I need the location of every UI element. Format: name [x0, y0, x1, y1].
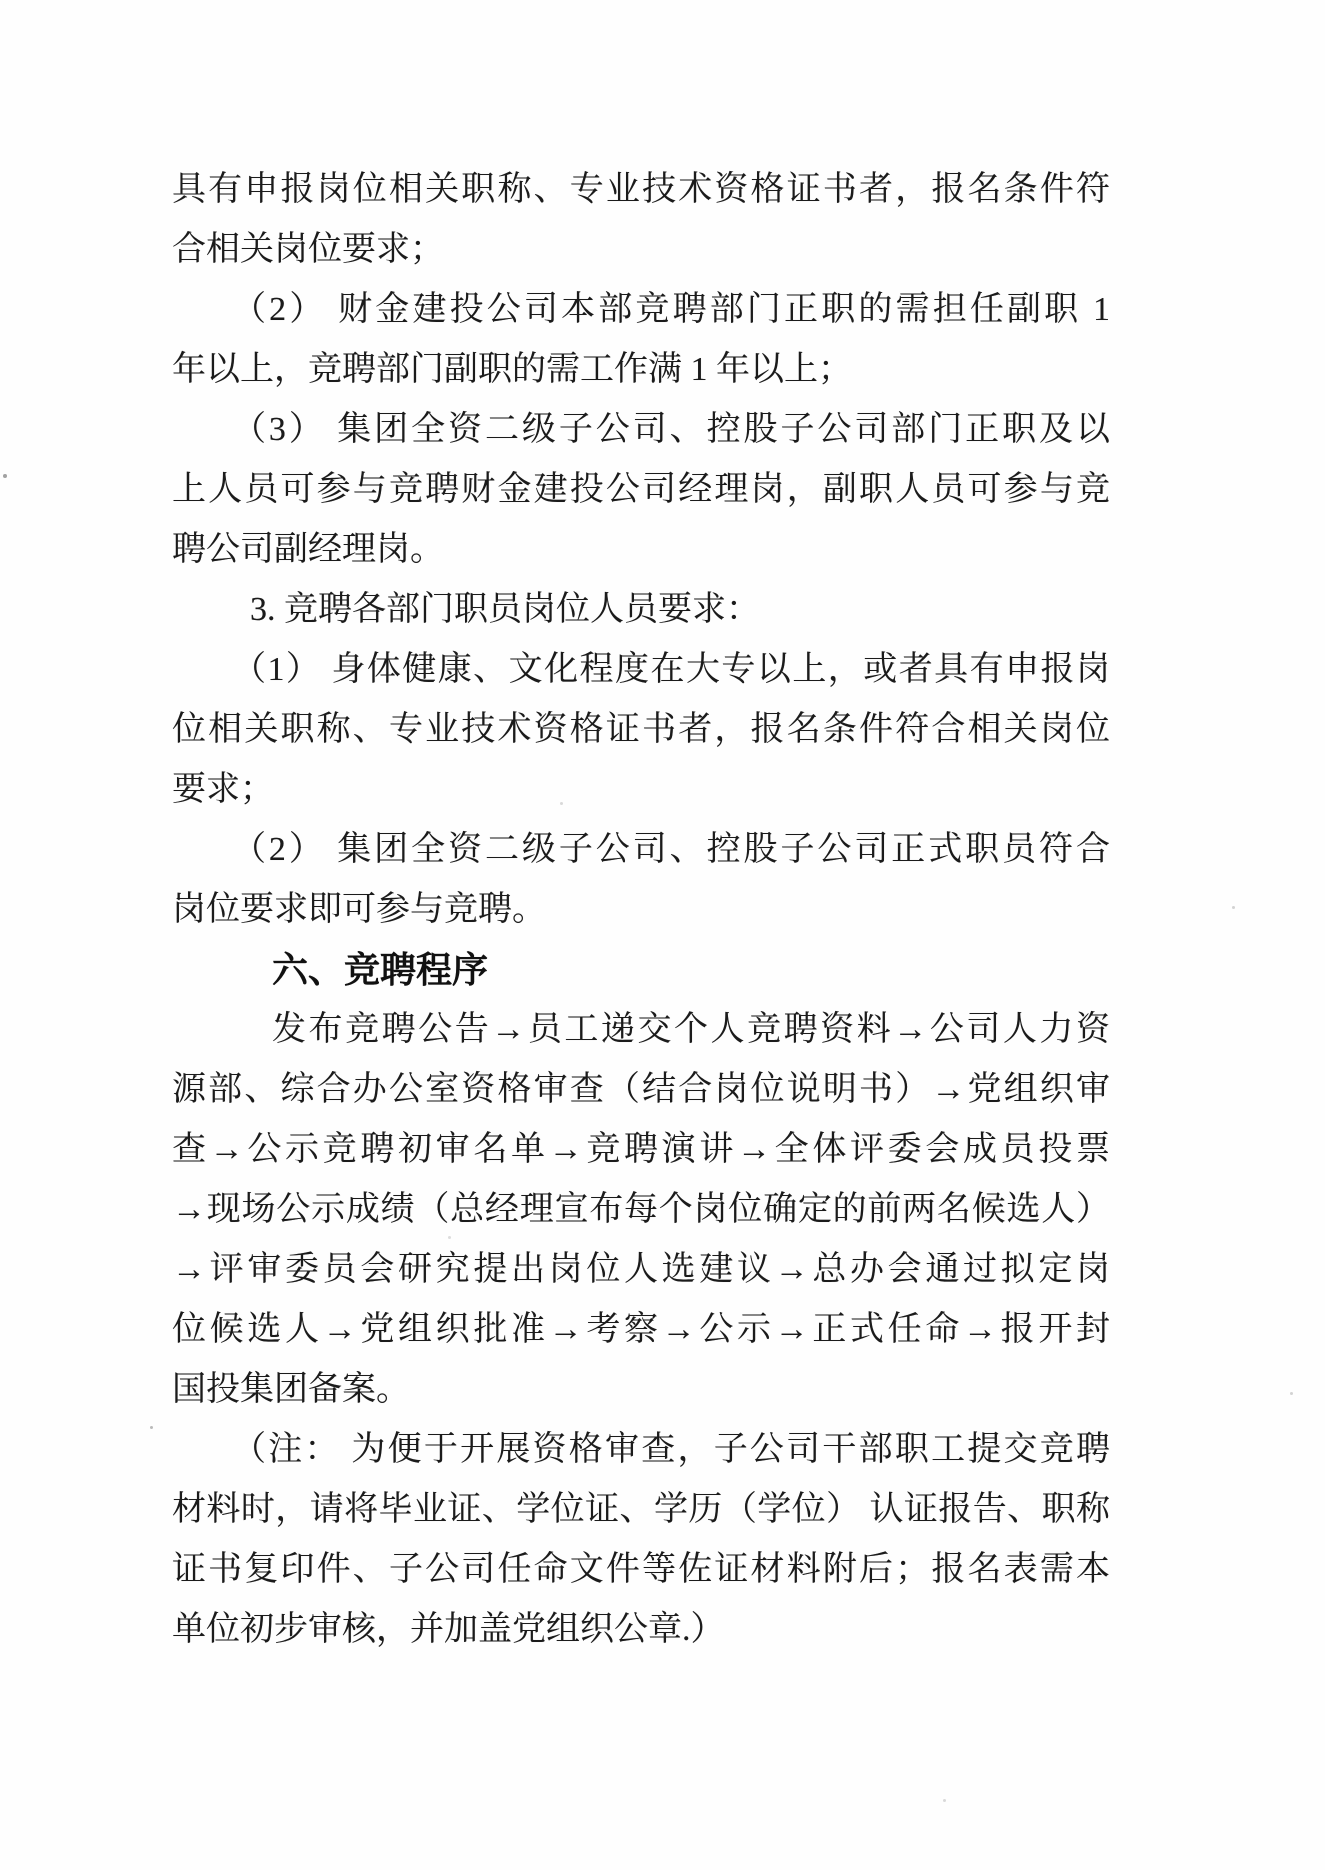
scan-speck — [448, 1236, 451, 1239]
document-line: 材料时，请将毕业证、学位证、学历（学位） 认证报告、职称 — [172, 1491, 1110, 1528]
document-line: （2） 集团全资二级子公司、控股子公司正式职员符合 — [232, 831, 1110, 868]
scan-speck — [1232, 906, 1235, 909]
scan-speck — [943, 1799, 946, 1802]
document-line: （1） 身体健康、文化程度在大专以上，或者具有申报岗 — [232, 651, 1110, 688]
document-line: 发布竞聘公告→员工递交个人竞聘资料→公司人力资 — [272, 1011, 1110, 1048]
document-line: 上人员可参与竞聘财金建投公司经理岗，副职人员可参与竞 — [172, 471, 1110, 508]
document-line: 岗位要求即可参与竞聘。 — [172, 891, 546, 928]
scan-speck — [3, 474, 7, 478]
document-body — [172, 160, 1110, 1660]
document-line: 3. 竞聘各部门职员岗位人员要求： — [250, 591, 760, 628]
section-heading: 六、竞聘程序 — [272, 949, 489, 990]
scan-speck — [560, 802, 563, 805]
document-line: 聘公司副经理岗。 — [172, 531, 444, 568]
document-line: 源部、综合办公室资格审查（结合岗位说明书）→党组织审 — [172, 1071, 1110, 1108]
scan-speck — [150, 1426, 153, 1429]
scan-speck — [1290, 1392, 1293, 1395]
document-line: 证书复印件、子公司任命文件等佐证材料附后；报名表需本 — [172, 1551, 1110, 1588]
document-line: 位相关职称、专业技术资格证书者，报名条件符合相关岗位 — [172, 711, 1110, 748]
document-line: 年以上，竞聘部门副职的需工作满 1 年以上； — [172, 351, 852, 388]
document-line: 要求； — [172, 771, 274, 808]
document-line: 合相关岗位要求； — [172, 231, 444, 268]
document-line: （2） 财金建投公司本部竞聘部门正职的需担任副职 1 — [232, 291, 1110, 328]
document-line: 位候选人→党组织批准→考察→公示→正式任命→报开封 — [172, 1311, 1110, 1348]
document-line: （3） 集团全资二级子公司、控股子公司部门正职及以 — [232, 411, 1110, 448]
document-line: 查→公示竞聘初审名单→竞聘演讲→全体评委会成员投票 — [172, 1131, 1110, 1168]
document-line: 国投集团备案。 — [172, 1371, 410, 1408]
document-line: →评审委员会研究提出岗位人选建议→总办会通过拟定岗 — [172, 1251, 1110, 1288]
document-line: 单位初步审核，并加盖党组织公章.） — [172, 1611, 725, 1648]
document-line: →现场公示成绩（总经理宣布每个岗位确定的前两名候选人） — [172, 1191, 1110, 1228]
document-line: （注： 为便于开展资格审查，子公司干部职工提交竞聘 — [232, 1431, 1110, 1468]
document-line: 具有申报岗位相关职称、专业技术资格证书者，报名条件符 — [172, 171, 1110, 208]
